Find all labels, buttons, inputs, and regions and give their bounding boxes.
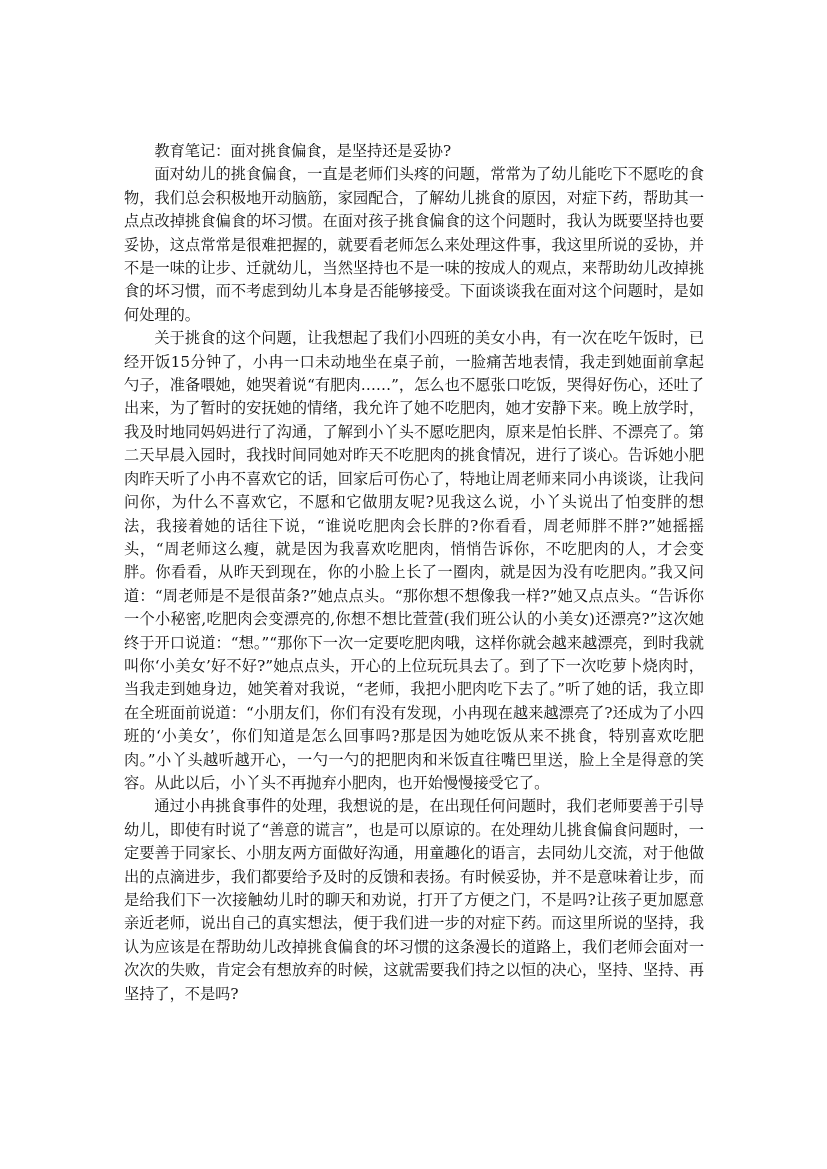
document-body [124,140,704,1006]
paragraph-story: 关于挑食的这个问题，让我想起了我们小四班的美女小冉，有一次在吃午饭时，已经开饭15分钟了，小冉一口未动地坐在桌子前，一脸痛苦地表情，我走到她面前拿起勺子，准备喂她，她哭着说“有肥肉……”，怎么也不愿张口吃饭，哭得好伤心，还吐了出来，为了暂时的安抚她的情绪，我允许了她不吃肥肉，她才安静下来。晚上放学时，我及时地同妈妈进行了沟通，了解到小丫头不愿吃肥肉，原来是怕长胖、不漂亮了。第二天早晨入园时，我找时间同她对昨天不吃肥肉的挑食情况，进行了谈心。告诉她小肥肉昨天听了小冉不喜欢它的话，回家后可伤心了，特地让周老师来同小冉谈谈，让我问问你，为什么不喜欢它，不愿和它做朋友呢?见我这么说，小丫头说出了怕变胖的想法，我接着她的话往下说，“谁说吃肥肉会长胖的?你看看，周老师胖不胖?”她摇摇头，“周老师这么瘦，就是因为我喜欢吃肥肉，悄悄告诉你，不吃肥肉的人，才会变胖。你看看，从昨天到现在，你的小脸上长了一圈肉，就是因为没有吃肥肉。”我又问道：“周老师是不是很苗条?”她点点头。“那你想不想像我一样?”她又点点头。“告诉你一个小秘密,吃肥肉会变漂亮的,你想不想比萱萱(我们班公认的小美女)还漂亮?”这次她终于开口说道：“想。”“那你下一次一定要吃肥肉哦，这样你就会越来越漂亮，到时我就叫你‘小美女’好不好?”她点点头，开心的上位玩玩具去了。到了下一次吃萝卜烧肉时，当我走到她身边，她笑着对我说，“老师，我把小肥肉吃下去了。”听了她的话，我立即在全班面前说道：“小朋友们，你们有没有发现，小冉现在越来越漂亮了?还成为了小四班的‘小美女’，你们知道是怎么回事吗?那是因为她吃饭从来不挑食，特别喜欢吃肥肉。”小丫头越听越开心，一勺一勺的把肥肉和米饭直往嘴巴里送，脸上全是得意的笑容。从此以后，小丫头不再抛弃小肥肉，也开始慢慢接受它了。 [124,329,704,792]
document-title: 教育笔记：面对挑食偏食，是坚持还是妥协? [154,142,452,160]
paragraph-intro: 面对幼儿的挑食偏食，一直是老师们头疼的问题，常常为了幼儿能吃下不愿吃的食物，我们总会积极地开动脑筋，家园配合，了解幼儿挑食的原因，对症下药，帮助其一点点改掉挑食偏食的坏习惯。在面对孩子挑食偏食的这个问题时，我认为既要坚持也要妥协，这点常常是很难把握的，就要看老师怎么来处理这件事，我这里所说的妥协，并不是一味的让步、迁就幼儿，当然坚持也不是一味的按成人的观点，来帮助幼儿改掉挑食的坏习惯，而不考虑到幼儿本身是否能够接受。下面谈谈我在面对这个问题时，是如何处理的。 [124,165,704,324]
paragraph-conclusion: 通过小冉挑食事件的处理，我想说的是，在出现任何问题时，我们老师要善于引导幼儿，即使有时说了“善意的谎言”，也是可以原谅的。在处理幼儿挑食偏食问题时，一定要善于同家长、小朋友两方面做好沟通，用童趣化的语言，去同幼儿交流，对于他做出的点滴进步，我们都要给予及时的反馈和表扬。有时候妥协，并不是意味着让步，而是给我们下一次接触幼儿时的聊天和劝说，打开了方便之门，不是吗?让孩子更加愿意亲近老师，说出自己的真实想法，便于我们进一步的对症下药。而这里所说的坚持，我认为应该是在帮助幼儿改掉挑食偏食的坏习惯的这条漫长的道路上，我们老师会面对一次次的失败，肯定会有想放弃的时候，这就需要我们持之以恒的决心，坚持、坚持、再坚持了，不是吗? [124,797,704,1003]
